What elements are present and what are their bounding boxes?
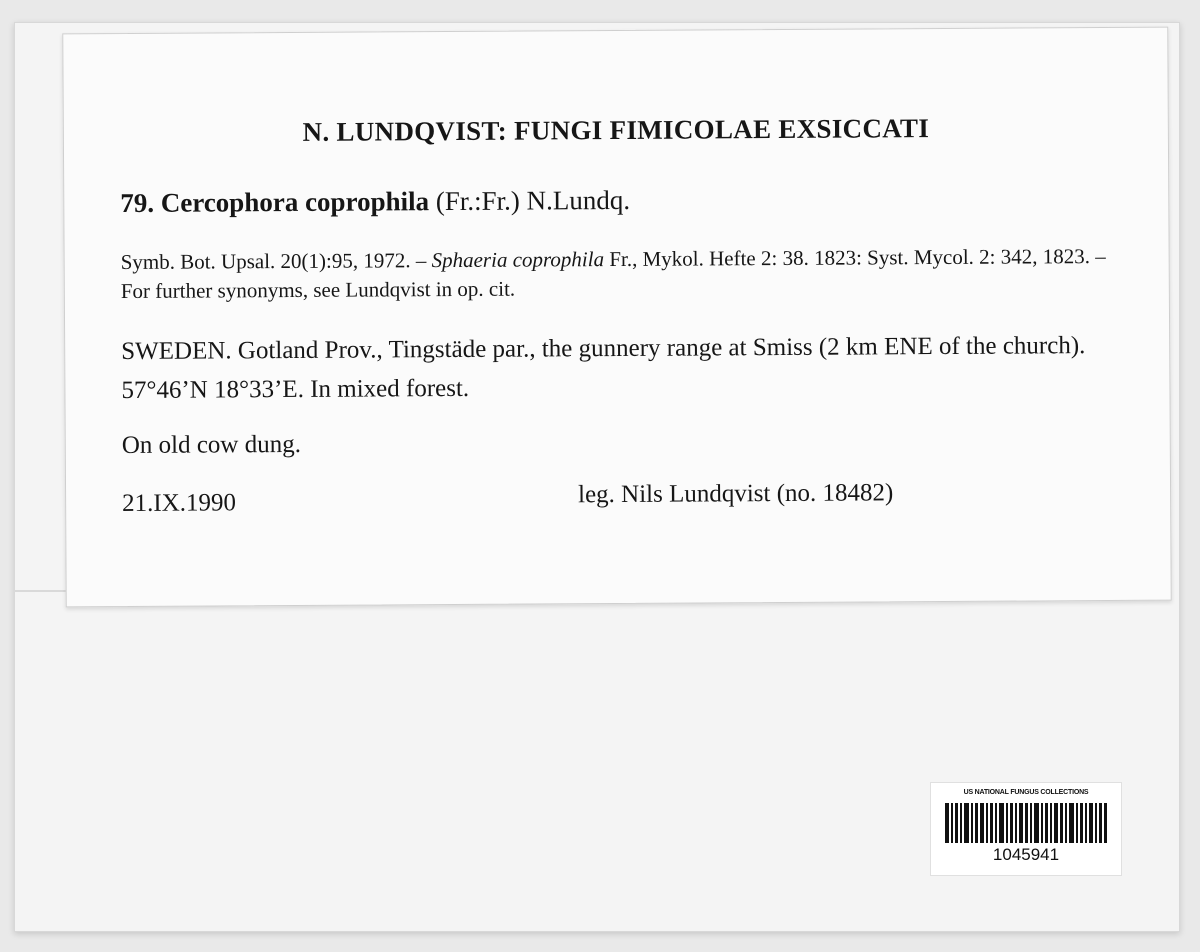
locality-text: SWEDEN. Gotland Prov., Tingstäde par., the gunnery range at Smiss (2 km ENE of the church). 57°46’N 18°33’E. In mixed forest.: [121, 332, 1086, 405]
collection-date: 21.IX.1990: [122, 489, 237, 518]
barcode-label: [930, 782, 1122, 876]
barcode-institution: US NATIONAL FUNGUS COLLECTIONS: [963, 789, 1089, 796]
reference-part-2: Fr., Mykol. Hefte 2: 38. 1823: Syst. Mycol. 2: 342, 1823. – For further synonyms, see Lundqvist in op. cit.: [120, 244, 1106, 304]
nomenclature-reference: [121, 242, 1121, 306]
barcode-number: 1045941: [992, 845, 1060, 864]
substrate-text: On old cow dung.: [121, 430, 302, 460]
taxon-name: [120, 185, 630, 219]
taxon-number-and-name: 79. Cercophora coprophila: [120, 186, 430, 219]
reference-part-1: Symb. Bot. Upsal. 20(1):95, 1972. –: [120, 248, 432, 275]
herbarium-label: [62, 27, 1171, 608]
barcode-icon: [945, 803, 1107, 843]
collector-text: leg. Nils Lundqvist (no. 18482): [578, 479, 894, 509]
taxon-authority: (Fr.:Fr.) N.Lundq.: [435, 184, 631, 217]
series-title: N. LUNDQVIST: FUNGI FIMICOLAE EXSICCATI: [302, 113, 930, 147]
basionym: Sphaeria coprophila: [431, 247, 605, 273]
